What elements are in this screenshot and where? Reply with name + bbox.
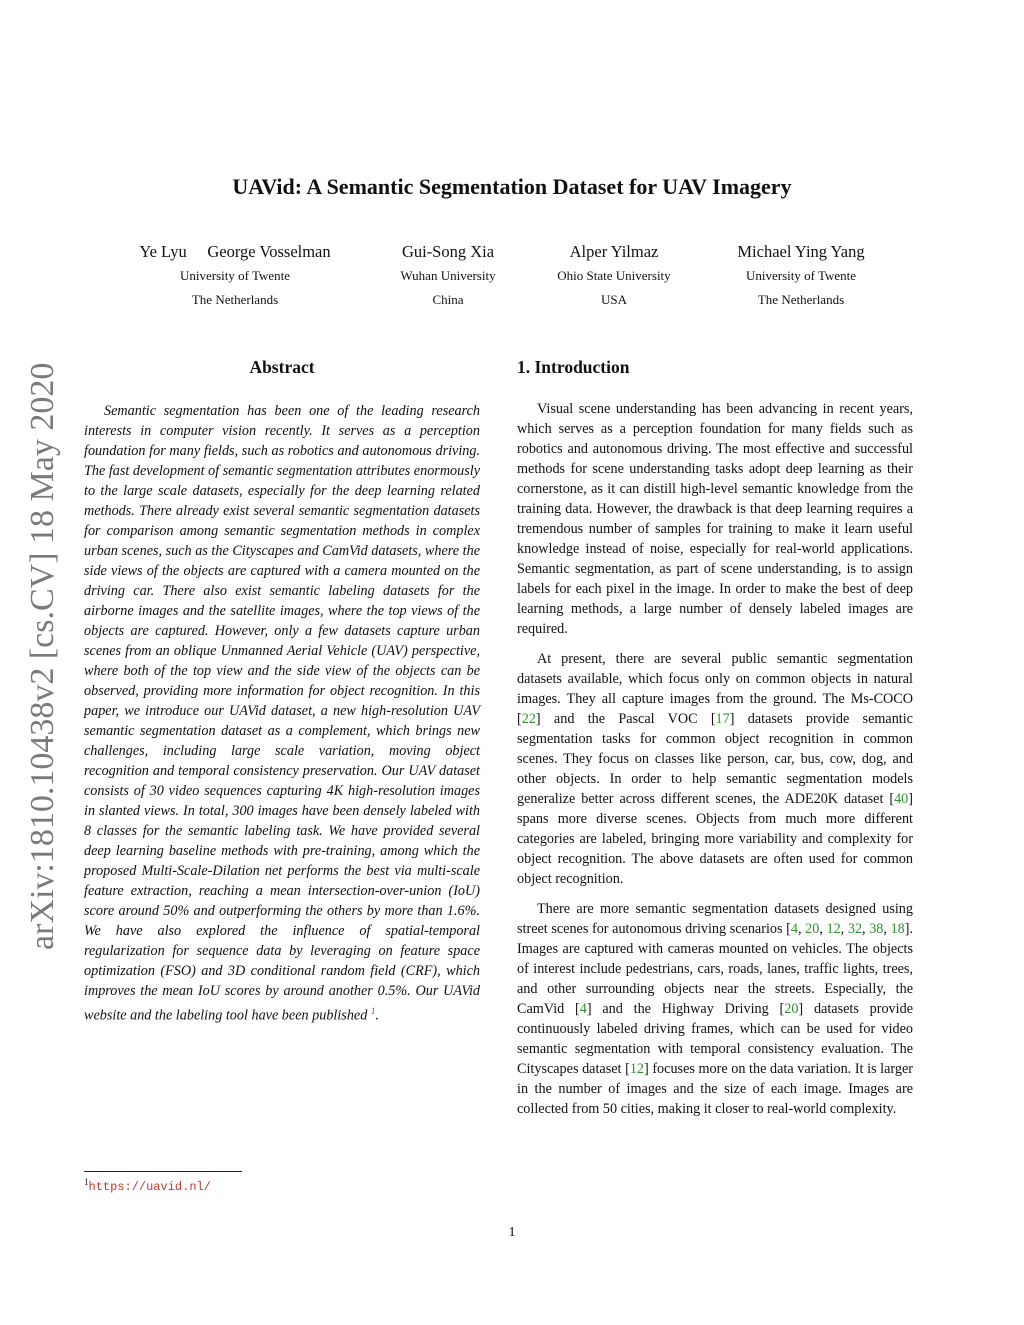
footnote (84, 1177, 211, 1194)
paper-title: UAVid: A Semantic Segmentation Dataset for UAV Imagery (232, 174, 792, 199)
footnote-rule (84, 1171, 242, 1172)
arxiv-id: arXiv:1810.10438v2 [cs.CV] 18 May 2020 (24, 362, 61, 950)
citation-link[interactable]: 32 (847, 921, 863, 937)
author-country: The Netherlands (191, 292, 279, 307)
author-country: China (432, 292, 464, 307)
citation-link[interactable]: 4 (790, 921, 798, 937)
author-name: Michael Ying Yang (737, 242, 865, 261)
abstract-text: Semantic segmentation has been one of the leading research interests in computer vision recently. It serves as a perception foundation for many fields, such as robotics and autonomous driving. The fast development of semantic segmentation attributes enormously to the large scale datasets, especially for the deep learning related methods. There already exist several semantic segmentation datasets for comparison among semantic segmentation methods in complex urban scenes, such as the Cityscapes and CamVid datasets, where the side views of the objects are captured with a camera mounted on the driving car. There also exist semantic labeling datasets for the airborne images and the satellite images, where the top views of the objects are captured. However, only a few datasets capture urban scenes from an oblique Unmanned Aerial Vehicle (UAV) perspective, where both of the top view and the side view of the objects can be observed, providing more information for object recognition. In this paper, we introduce our UAVid dataset, a new high-resolution UAV semantic segmentation dataset as a complement, which brings new challenges, including large scale variation, moving object recognition and temporal consistency preservation. Our UAV dataset consists of 30 video sequences capturing 4K high-resolution images in slanted views. In total, 300 images have been densely labeled with 8 classes for the semantic labeling task. We have provided several deep learning baseline methods with pre-training, among which the proposed Multi-Scale-Dilation net performs the best via multi-scale feature extraction, reaching a mean intersection-over-union (IoU) score around 50% and outperforming the others by more than 1.6%. We have also explored the influence of spatial-temporal regularization for sequence data by leveraging on feature space optimization (FSO) and 3D conditional random field (CRF), which improves the mean IoU scores by around another 0.5%. Our UAVid website and the labeling tool have been published (84, 403, 481, 1024)
abstract-heading: Abstract (249, 357, 315, 377)
footnote-mark: 1 (84, 1177, 89, 1187)
citation-link[interactable]: 12 (629, 1061, 644, 1077)
intro-paragraph-1: Visual scene understanding has been advancing in recent years, which serves as a perception foundation for many fields such as robotics and autonomous driving. The most effective and successful methods for scene understanding tasks adopt deep learning as their cornerstone, as it can distill high-level semantic knowledge from the training data. However, the drawback is that deep learning requires a tremendous number of samples for training to make it learn useful knowledge instead of noise, especially for real-world applications. Semantic segmentation, as part of scene understanding, is to assign labels for each pixel in the image. In order to make the best of deep learning methods, a large number of densely labeled images are required. (517, 401, 913, 637)
citation-link[interactable]: 18 (890, 921, 905, 937)
citation-link[interactable]: 38 (869, 921, 884, 937)
citation-link[interactable]: 22 (521, 711, 536, 727)
footnote-url-link[interactable]: https://uavid.nl/ (88, 1180, 211, 1194)
author-name: Ye Lyu George Vosselman (139, 242, 331, 261)
author-affiliation: University of Twente (179, 268, 291, 283)
intro-paragraph-2: At present, there are several public semantic segmentation datasets available, which focus only on common objects in natural images. They all capture images from the ground. The Ms-COCO [22] and the Pascal VOC [17] datasets provide semantic segmentation tasks for common object recognition in common scenes. They focus on classes like person, car, bus, cow, dog, and other objects. In order to help semantic segmentation models generalize better across different scenes, the ADE20K dataset [40] spans more diverse scenes. Objects from much more different categories are labeled, bringing more variability and complexity for object recognition. The above datasets are often used for common object recognition. (517, 651, 913, 887)
intro-body (517, 399, 913, 1129)
author-block-2 (378, 241, 518, 311)
author-name: Gui-Song Xia (401, 242, 495, 261)
author-country: USA (600, 292, 627, 307)
abstract-body (84, 401, 480, 1036)
citation-link[interactable]: 20 (805, 921, 820, 937)
citation-link[interactable]: 12 (826, 921, 841, 937)
author-affiliation: Ohio State University (557, 268, 671, 283)
abstract-end-punct: . (375, 1007, 379, 1024)
author-country: The Netherlands (757, 292, 845, 307)
author-block-1 (110, 241, 360, 311)
citation-link[interactable]: 20 (784, 1001, 799, 1017)
author-affiliation: University of Twente (745, 268, 857, 283)
author-name: Alper Yilmaz (569, 242, 659, 261)
page-number: 1 (508, 1225, 516, 1240)
citation-link[interactable]: 40 (894, 791, 909, 807)
author-affiliation: Wuhan University (400, 268, 496, 283)
intro-heading: 1. Introduction (517, 357, 630, 377)
intro-paragraph-3: There are more semantic segmentation datasets designed using street scenes for autonomous driving scenarios [4, 20, 12, 32, 38, 18]. Images are captured with cameras mounted on vehicles. The objects of interest include pedestrians, cars, roads, lanes, traffic lights, trees, and other surrounding objects near the streets. Especially, the CamVid [4] and the Highway Driving [20] datasets provide continuously labeled driving frames, which can be used for video semantic segmentation with temporal consistency evaluation. The Cityscapes dataset [12] focuses more on the data variation. It is larger in the number of images and the size of each image. Images are collected from 50 cities, making it closer to real-world complexity. (517, 901, 914, 1117)
citation-link[interactable]: 4 (579, 1001, 587, 1017)
author-block-3 (538, 241, 690, 311)
citation-link[interactable]: 17 (715, 711, 730, 727)
author-block-4 (712, 241, 890, 311)
footnote-ref[interactable]: 1 (370, 1006, 376, 1016)
